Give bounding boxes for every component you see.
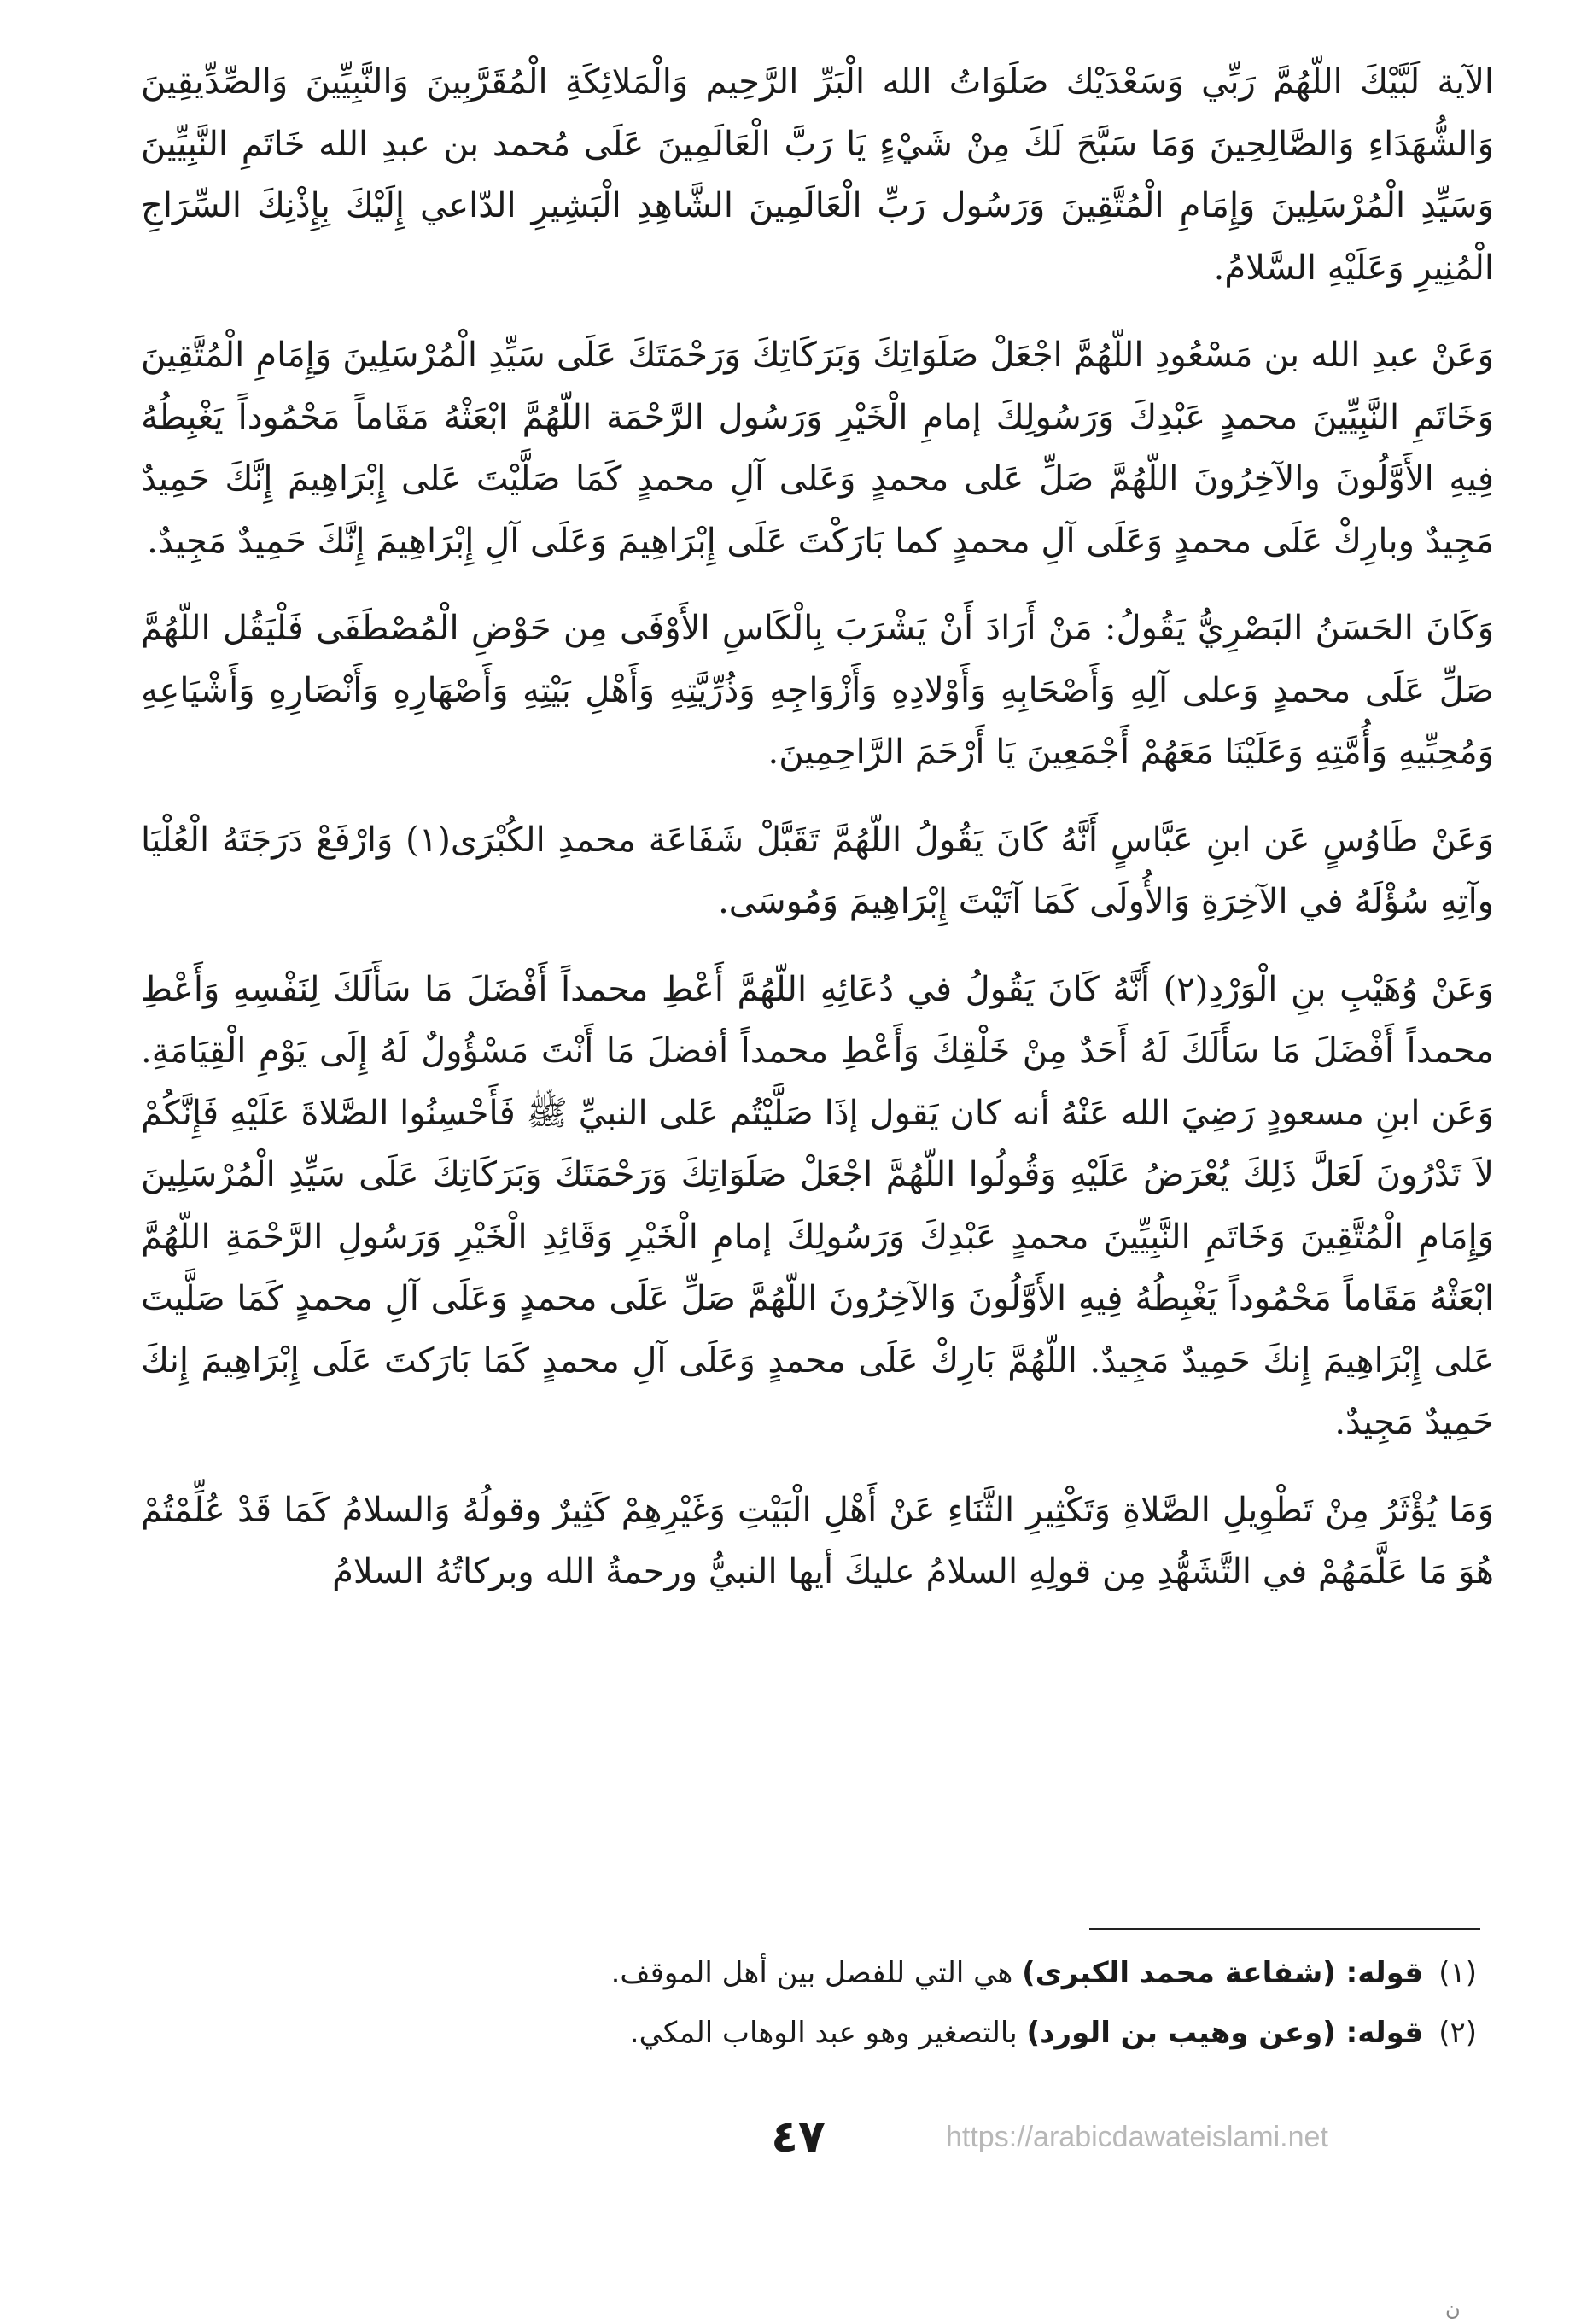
paragraph: وَعَنْ عبدِ الله بن مَسْعُودِ اللّهُمَّ اجْعَلْ صَلَوَاتِكَ وَبَرَكَاتِكَ وَرَحْمَتَكَ عَلَى سَيِّدِ الْمُرْسَلِينَ وَإِمَامِ الْمُتَّقِينَ وَخَاتَمِ النَّبِيِّينَ محمدٍ عَبْدِكَ وَرَسُولِكَ إمامِ الْخَيْرِ وَرَسُول الرَّحْمَة اللّهُمَّ ابْعَثْهُ مَقَاماً مَحْمُوداً يَغْبِطُهُ فِيهِ الأَوَّلُونَ والآخِرُونَ اللّهُمَّ صَلِّ عَلى محمدٍ وَعَلى آلِ محمدٍ كَمَا صَلَّيْتَ عَلى إِبْرَاهِيمَ إِنَّكَ حَمِيدٌ مَجِيدٌ وبارِكْ عَلَى محمدٍ وَعَلَى آلِ محمدٍ كما بَارَكْتَ عَلَى إِبْرَاهِيمَ وَعَلَى آلِ إِبْرَاهِيمَ إِنَّكَ حَمِيدٌ مَجِيدٌ.	[141, 336, 1494, 561]
footnote-keyword: قوله: (شفاعة محمد الكبرى)	[1022, 1956, 1424, 1990]
footnote-divider	[1089, 1928, 1480, 1930]
footnote-item	[410, 1948, 1477, 1998]
footnotes	[410, 1948, 1477, 2068]
page-content	[141, 51, 1494, 1603]
footnote-number: (٢)	[1438, 2016, 1477, 2050]
footnote-item	[410, 2008, 1477, 2058]
footnote-text: بالتصغير وهو عبد الوهاب المكي.	[629, 2016, 1027, 2050]
watermark-url: https://arabicdawateislami.net	[946, 2121, 1328, 2153]
paragraph: وَكَانَ الحَسَنُ البَصْرِيُّ يَقُولُ: مَنْ أَرَادَ أَنْ يَشْرَبَ بِالْكَاسِ الأَوْفَى مِن حَوْضِ الْمُصْطَفَى فَلْيَقُل اللّهُمَّ صَلِّ عَلَى محمدٍ وَعلى آلِهِ وَأَصْحَابِهِ وَأَوْلادِهِ وَأَزْوَاجِهِ وَذُرِّيَّتِهِ وَأَهْلِ بَيْتِهِ وَأَصْهَارِهِ وَأَنْصَارِهِ وَأَشْيَاعِهِ وَمُحِبِّيهِ وَأُمَّتِهِ وَعَلَيْنَا مَعَهُمْ أَجْمَعِينَ يَا أَرْحَمَ الرَّاحِمِينَ.	[141, 609, 1494, 772]
paragraph: وَعَنْ وُهَيْبِ بنِ الْوَرْدِ(٢) أَنَّهُ كَانَ يَقُولُ في دُعَائِهِ اللّهُمَّ أَعْطِ محمداً أَفْضَلَ مَا سَأَلَكَ لِنَفْسِهِ وَأَعْطِ محمداً أَفْضَلَ مَا سَأَلَكَ لَهُ أَحَدٌ مِنْ خَلْقِكَ وَأَعْطِ محمداً أفضلَ مَا أَنْتَ مَسْؤُولٌ لَهُ إِلَى يَوْمِ الْقِيَامَةِ. وَعَن ابنِ مسعودٍ رَضِيَ الله عَنْهُ أنه كان يَقول إذَا صَلَّيْتُم عَلى النبيِّ ﷺ فَأَحْسِنُوا الصَّلاةَ عَلَيْهِ فَإِنَّكُمْ لاَ تَدْرُونَ لَعَلَّ ذَلِكَ يُعْرَضُ عَلَيْهِ وَقُولُوا اللّهُمَّ اجْعَلْ صَلَوَاتِكَ وَرَحْمَتَكَ وَبَرَكَاتِكَ عَلَى سَيِّدِ الْمُرْسَلِينَ وَإِمَامِ الْمُتَّقِينَ وَخَاتَمِ النَّبِيِّينَ محمدٍ عَبْدِكَ وَرَسُولِكَ إمامِ الْخَيْرِ وَقَائِدِ الْخَيْرِ وَرَسُولِ الرَّحْمَةِ اللّهُمَّ ابْعَثْهُ مَقَاماً مَحْمُوداً يَغْبِطُهُ فِيهِ الأَوَّلُونَ وَالآخِرُونَ اللّهُمَّ صَلِّ عَلَى محمدٍ وَعَلَى آلِ محمدٍ كَمَا صَلَّيتَ عَلى إِبْرَاهِيمَ إِنكَ حَمِيدٌ مَجِيدٌ. اللّهُمَّ بَارِكْ عَلَى محمدٍ وَعَلَى آلِ محمدٍ كَمَا بَارَكتَ عَلَى إِبْرَاهِيمَ إِنكَ حَمِيدٌ مَجِيدٌ.	[141, 969, 1494, 1442]
paragraph: وَعَنْ طَاوُسٍ عَن ابنِ عَبَّاسٍ أَنَّهُ كَانَ يَقُولُ اللّهُمَّ تَقَبَّلْ شَفَاعَة محمدِ الكُبْرَى(١) وَارْفَعْ دَرَجَتَهُ الْعُلْيَا وآتِهِ سُؤْلَهُ في الآخِرَةِ وَالأُولَى كَمَا آتَيْتَ إِبْرَاهِيمَ وَمُوسَى.	[141, 820, 1494, 921]
footnote-text: هي التي للفصل بين أهل الموقف.	[610, 1956, 1023, 1990]
footnote-keyword: قوله: (وعن وهيب بن الورد)	[1026, 2016, 1424, 2050]
paragraph: الآية لَبَّيْكَ اللّهُمَّ رَبِّي وَسَعْدَيْك صَلَوَاتُ الله الْبَرِّ الرَّحِيم وَالْمَلائِكَةِ الْمُقَرَّبِينَ وَالنَّبِيِّينَ وَالصِّدِّيقِينَ وَالشُّهَدَاءِ وَالصَّالِحِينَ وَمَا سَبَّحَ لَكَ مِنْ شَيْءٍ يَا رَبَّ الْعَالَمِينَ عَلَى مُحمد بن عبدِ الله خَاتَمِ النَّبِيِّينَ وَسَيِّدِ الْمُرْسَلِينَ وَإِمَامِ الْمُتَّقِينَ وَرَسُول رَبِّ الْعَالَمِينَ الشَّاهِدِ الْبَشِيرِ الدّاعي إِلَيْكَ بِإِذْنِكَ السِّرَاجِ الْمُنِيرِ وَعَلَيْهِ السَّلامُ.	[141, 62, 1494, 288]
page-number: ٤٧	[771, 2111, 826, 2163]
corner-mark: ن	[1445, 2297, 1461, 2321]
footnote-number: (١)	[1438, 1956, 1477, 1990]
body-text	[141, 51, 1494, 1603]
paragraph: وَمَا يُؤْثَرُ مِنْ تَطْوِيلِ الصَّلاةِ وَتَكْثِيرِ الثَّنَاءِ عَنْ أَهْلِ الْبَيْتِ وَغَيْرِهِمْ كَثِيرٌ وقولُهُ وَالسلامُ كَمَا قَدْ عُلِّمْتُمْ هُوَ مَا عَلَّمَهُمْ في التَّشَهُّدِ مِن قولِهِ السلامُ عليكَ أيها النبيُّ ورحمةُ الله وبركاتُهُ السلامُ	[141, 1490, 1494, 1591]
